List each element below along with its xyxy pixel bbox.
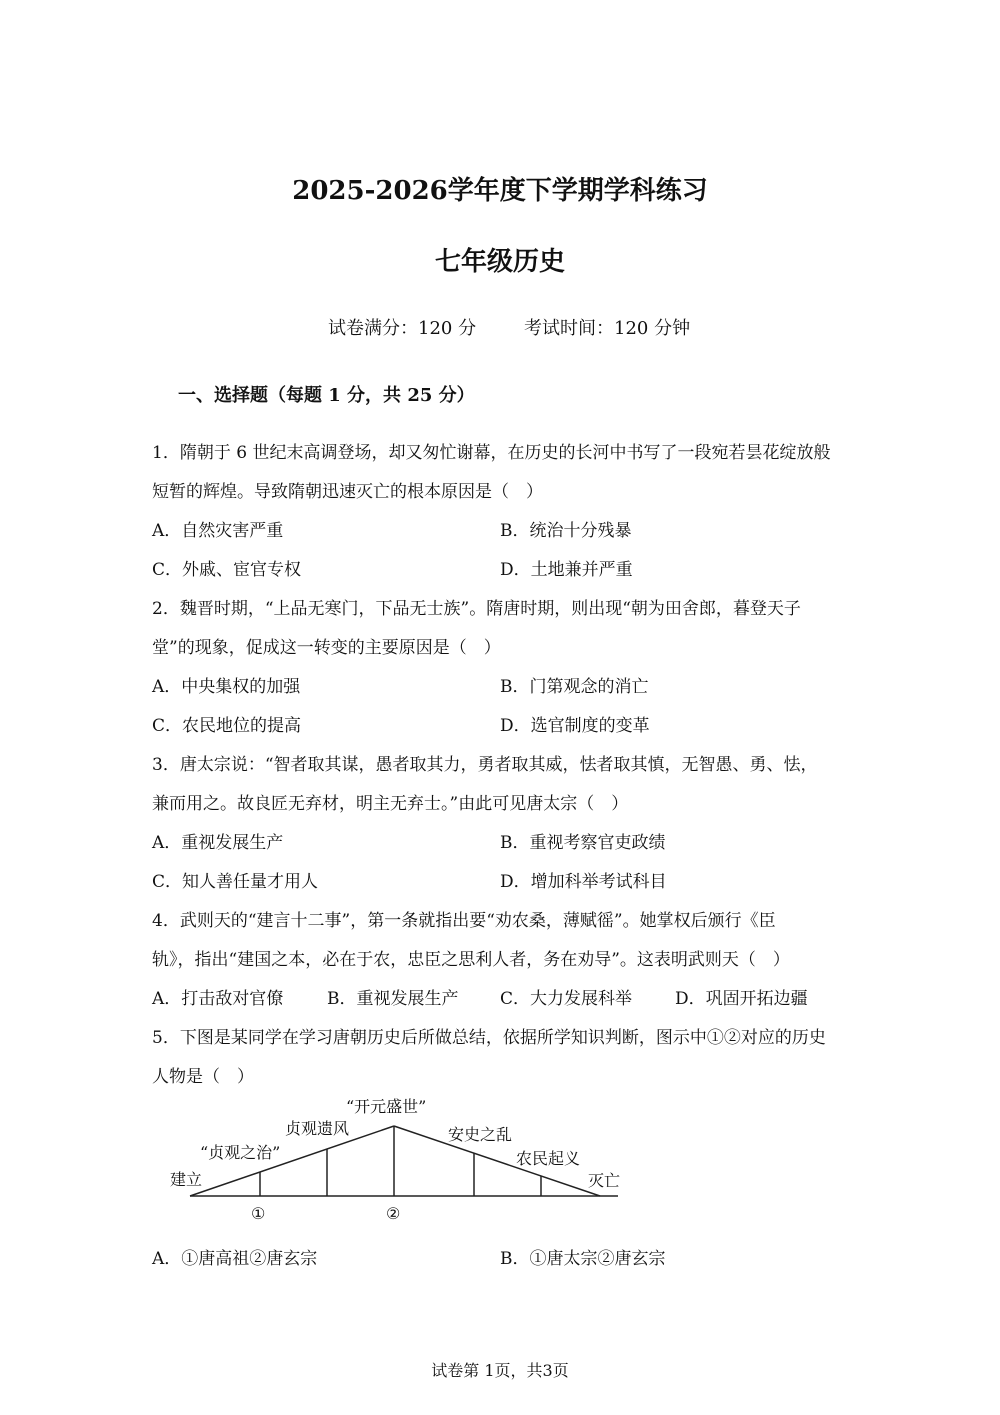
q3-option-c: C．知人善任量才用人 [152, 872, 319, 892]
q4-option-b: B．重视发展生产 [327, 989, 459, 1009]
q3-option-a: A．重视发展生产 [152, 833, 284, 853]
exam-time: 考试时间：120 分钟 [524, 318, 691, 339]
q4-line-2: 轨》，指出“建国之本，必在于农，忠臣之思利人者，务在劝导”。这表明武则天（ ） [152, 950, 790, 970]
label-kaiyuan: “开元盛世” [346, 1097, 427, 1116]
q4-option-a: A．打击敌对官僚 [152, 989, 284, 1009]
label-anshi: 安史之乱 [448, 1125, 513, 1144]
q4-option-d: D．巩固开拓边疆 [675, 989, 808, 1009]
page-footer: 试卷第 1页，共3页 [431, 1361, 569, 1380]
q1-line-1: 1．隋朝于 6 世纪末高调登场，却又匆忙谢幕，在历史的长河中书写了一段宛若昙花绽放般 [152, 443, 831, 463]
exam-title: 2025-2026学年度下学期学科练习 [292, 176, 708, 206]
q3-option-d: D．增加科举考试科目 [500, 872, 667, 892]
marker-2: ② [386, 1204, 401, 1223]
q5-line-2: 人物是（ ） [152, 1067, 254, 1087]
q5-option-a: A．①唐高祖②唐玄宗 [152, 1249, 318, 1269]
q2-option-a: A．中央集权的加强 [152, 677, 301, 697]
q2-option-d: D．选官制度的变革 [500, 716, 650, 736]
q5-line-1: 5．下图是某同学在学习唐朝历史后所做总结，依据所学知识判断，图示中①②对应的历史 [152, 1028, 826, 1048]
label-end: 灭亡 [588, 1171, 621, 1190]
q1-option-b: B．统治十分残暴 [500, 521, 632, 541]
q2-option-b: B．门第观念的消亡 [500, 677, 649, 697]
label-start: 建立 [170, 1170, 203, 1189]
tang-timeline-diagram [160, 1090, 640, 1230]
q2-line-1: 2．魏晋时期，“上品无寒门，下品无士族”。隋唐时期，则出现“朝为田舍郎，暮登天子 [152, 599, 801, 619]
q1-line-2: 短暂的辉煌。导致隋朝迅速灭亡的根本原因是（ ） [152, 482, 543, 502]
q1-option-c: C．外戚、宦官专权 [152, 560, 302, 580]
q4-option-c: C．大力发展科举 [500, 989, 633, 1009]
full-score: 试卷满分：120 分 [328, 318, 477, 339]
q2-line-2: 堂”的现象，促成这一转变的主要原因是（ ） [152, 638, 501, 658]
q3-line-2: 兼而用之。故良匠无弃材，明主无弃士。”由此可见唐太宗（ ） [152, 794, 629, 814]
label-legacy: 贞观遗风 [285, 1119, 350, 1138]
q3-line-1: 3．唐太宗说：“智者取其谋，愚者取其力，勇者取其威，怯者取其慎，无智愚、勇、怯， [152, 755, 818, 775]
q1-option-d: D．土地兼并严重 [500, 560, 633, 580]
label-zhenguan: “贞观之治” [200, 1143, 281, 1162]
exam-subtitle: 七年级历史 [434, 247, 565, 277]
q1-option-a: A．自然灾害严重 [152, 521, 284, 541]
marker-1: ① [251, 1204, 266, 1223]
section-heading: 一、选择题（每题 1 分，共 25 分） [178, 385, 475, 406]
q5-option-b: B．①唐太宗②唐玄宗 [500, 1249, 666, 1269]
q4-line-1: 4．武则天的“建言十二事”，第一条就指出要“劝农桑，薄赋徭”。她掌权后颁行《臣 [152, 911, 776, 931]
q3-option-b: B．重视考察官吏政绩 [500, 833, 666, 853]
label-peasant: 农民起义 [516, 1149, 581, 1168]
q2-option-c: C．农民地位的提高 [152, 716, 302, 736]
